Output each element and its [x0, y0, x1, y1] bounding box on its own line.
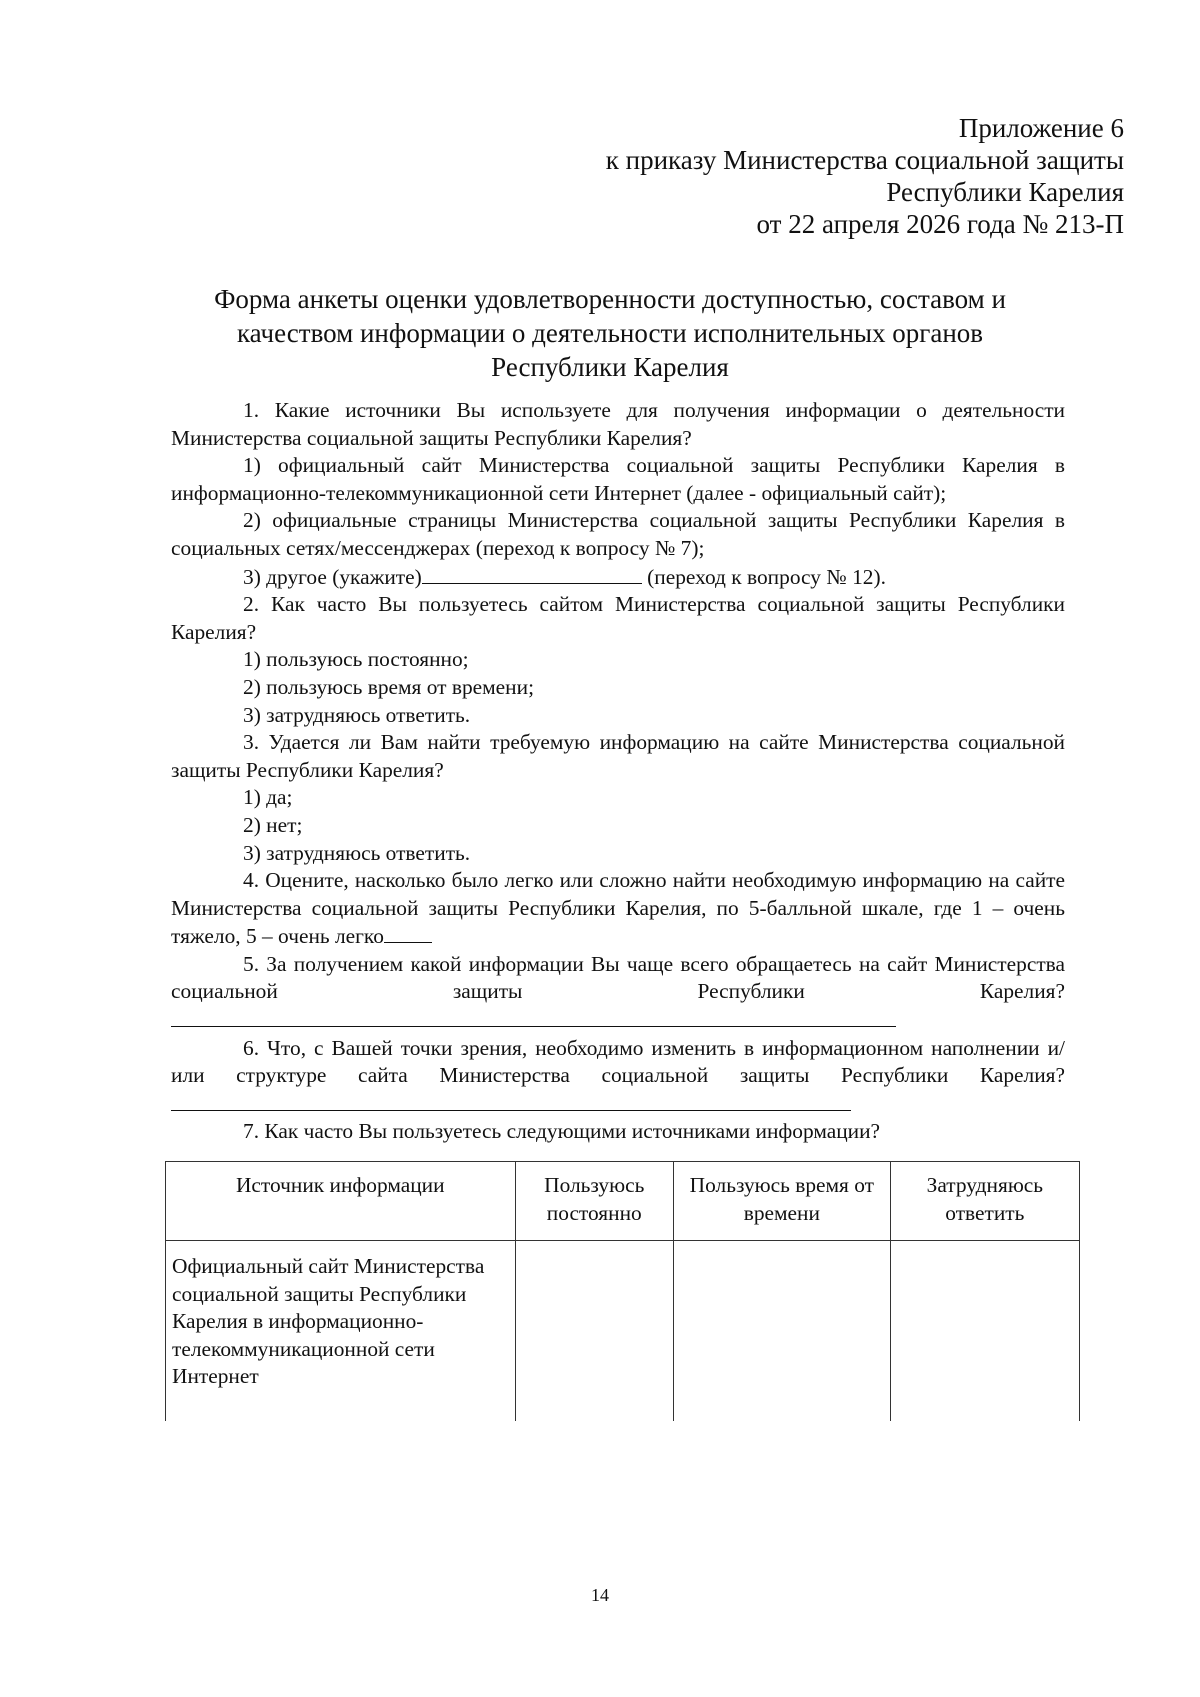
- question-6: [171, 1035, 1065, 1119]
- appendix-order-ref: к приказу Министерства социальной защиты: [605, 145, 1124, 175]
- appendix-header: [324, 112, 1124, 240]
- question-2-option-2: 2) пользуюсь время от времени;: [243, 674, 535, 699]
- table-cell[interactable]: [890, 1241, 1079, 1422]
- form-title-line: Республики Карелия: [491, 352, 729, 382]
- table-cell: Официальный сайт Министерства социальной защиты Республики Карелия в информационно-телекоммуникационной сети Интернет: [166, 1241, 516, 1422]
- rating-blank[interactable]: [384, 922, 432, 943]
- form-title-line: качеством информации о деятельности исполнительных органов: [236, 318, 984, 348]
- question-3-option-3: 3) затрудняюсь ответить.: [243, 840, 471, 865]
- column-header: Пользуюсь постоянно: [515, 1162, 673, 1241]
- question-1-option-2: 2) официальные страницы Министерства социальной защиты Республики Карелия в социальных сетях/мессенджерах (переход к вопросу № 7);: [171, 508, 1065, 560]
- question-2-option-3: 3) затрудняюсь ответить.: [243, 702, 471, 727]
- page-number: 14: [591, 1585, 609, 1605]
- specify-blank[interactable]: [422, 563, 642, 584]
- sources-table: [165, 1161, 1080, 1421]
- appendix-date: от 22 апреля 2026 года № 213-П: [756, 209, 1124, 239]
- appendix-region: Республики Карелия: [886, 177, 1124, 207]
- question-3-option-2: 2) нет;: [243, 812, 303, 837]
- question-6-text: 6. Что, с Вашей точки зрения, необходимо изменить в информационном наполнении и/или структуре сайта Министерства социальной защиты Республики: [171, 1035, 1065, 1088]
- question-2-option-1: 1) пользуюсь постоянно;: [243, 647, 469, 672]
- question-5-tail: Карелия?: [979, 979, 1065, 1004]
- form-title-line: Форма анкеты оценки удовлетворенности доступностью, составом и: [214, 284, 1006, 314]
- question-1-option-3: [171, 563, 1065, 592]
- question-4: [171, 867, 1065, 951]
- question-5-text: 5. За получением какой информации Вы чаще всего обращаетесь на сайт Министерства социальной защиты Республики: [171, 951, 1065, 1004]
- appendix-number: Приложение 6: [958, 113, 1124, 143]
- table-cell[interactable]: [515, 1241, 673, 1422]
- column-header: Пользуюсь время от времени: [673, 1162, 890, 1241]
- answer-5-blank[interactable]: [171, 1006, 896, 1027]
- question-3-option-1: 1) да;: [243, 785, 293, 810]
- option-3-jump: (переход к вопросу № 12).: [641, 564, 886, 589]
- column-header: Затрудняюсь ответить: [890, 1162, 1079, 1241]
- question-2: 2. Как часто Вы пользуетесь сайтом Министерства социальной защиты Республики Карелия?: [171, 592, 1065, 644]
- question-6-tail: Карелия?: [979, 1063, 1065, 1088]
- table-row: [166, 1241, 1080, 1422]
- form-title: [150, 282, 1070, 384]
- column-header: Источник информации: [166, 1162, 516, 1241]
- answer-6-blank[interactable]: [171, 1090, 851, 1111]
- table-header-row: [166, 1162, 1080, 1241]
- question-4-text: 4. Оцените, насколько было легко или сложно найти необходимую информацию на сайте Министерства социальной защиты Республики Карелия, по 5-балльной шкале, где 1 – очень тяжело, 5 – очень легко: [171, 868, 1065, 949]
- question-7: 7. Как часто Вы пользуетесь следующими источниками информации?: [243, 1119, 881, 1144]
- question-3: 3. Удается ли Вам найти требуемую информацию на сайте Министерства социальной защиты Республики Карелия?: [171, 730, 1065, 782]
- option-3-label: 3) другое (укажите): [243, 564, 422, 589]
- table-cell[interactable]: [673, 1241, 890, 1422]
- question-1-option-1: 1) официальный сайт Министерства социальной защиты Республики Карелия в информационно-телекоммуникационной сети Интернет (далее - официальный сайт);: [171, 453, 1065, 505]
- questionnaire-body: [171, 397, 1065, 1146]
- question-5: [171, 951, 1065, 1035]
- question-1: 1. Какие источники Вы используете для получения информации о деятельности Министерства социальной защиты Республики Карелия?: [171, 398, 1065, 450]
